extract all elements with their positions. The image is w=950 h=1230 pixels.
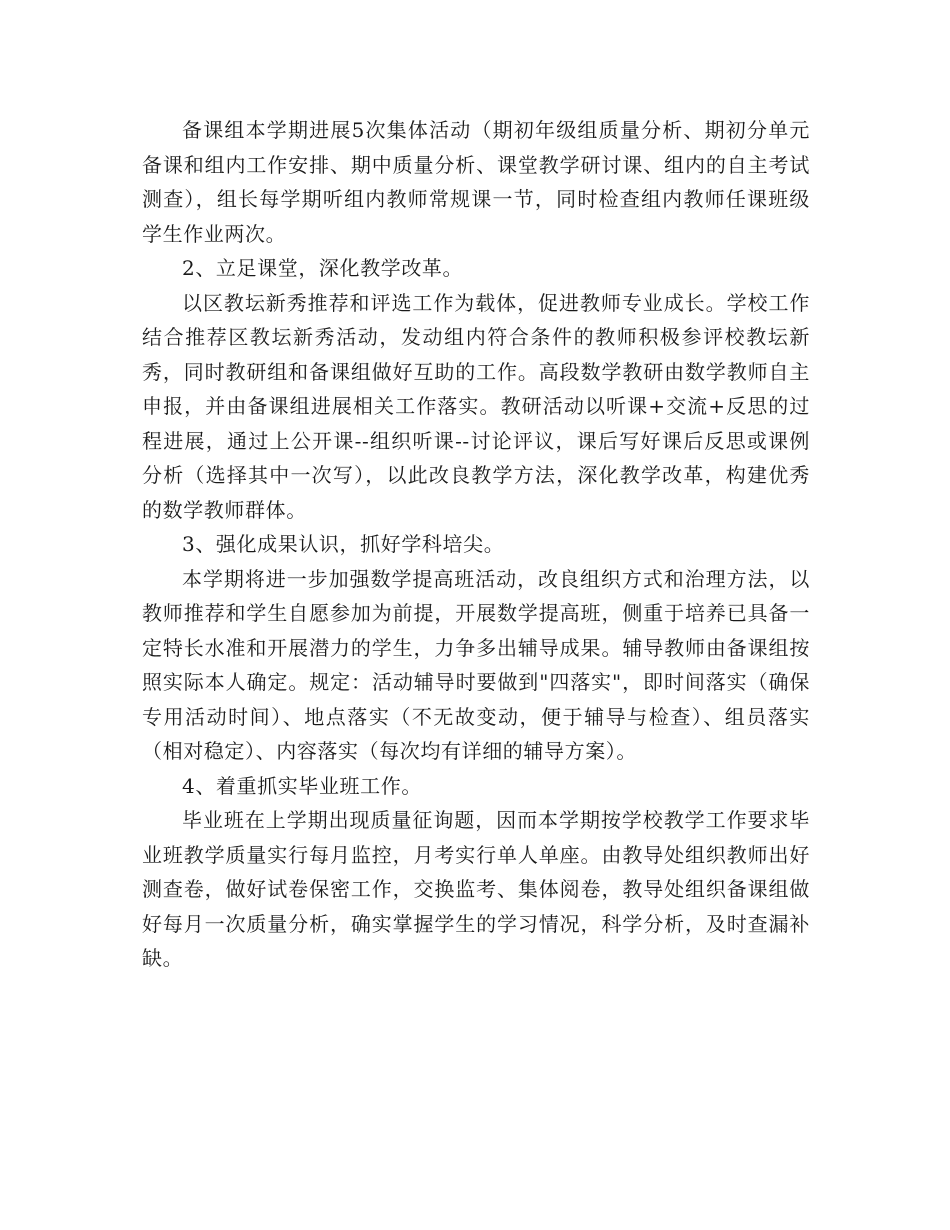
paragraph-graduating-class: 毕业班在上学期出现质量征询题，因而本学期按学校教学工作要求毕业班教学质量实行每月监控，月考实行单人单座。由教导处组织教师出好测查卷，做好试卷保密工作，交换监考、集体阅卷，教导处组织备课组做好每月一次质量分析，确实掌握学生的学习情况，科学分析，及时查漏补缺。 (142, 808, 810, 970)
heading-classroom-reform: 2、立足课堂，深化教学改革。 (182, 256, 464, 280)
heading-subject-excellence: 3、强化成果认识，抓好学科培尖。 (182, 532, 505, 556)
paragraph-advanced-class: 本学期将进一步加强数学提高班活动，改良组织方式和治理方法，以教师推荐和学生自愿参加为前提，开展数学提高班，侧重于培养已具备一定特长水准和开展潜力的学生，力争多出辅导成果。辅导教师由备课组按照实际本人确定。规定：活动辅导时要做到"四落实"，即时间落实（确保专用活动时间）、地点落实（不无故变动，便于辅导与检查）、组员落实（相对稳定）、内容落实（每次均有详细的辅导方案）。 (142, 566, 810, 763)
paragraph-teacher-growth: 以区教坛新秀推荐和评选工作为载体，促进教师专业成长。学校工作结合推荐区教坛新秀活动，发动组内符合条件的教师积极参评校教坛新秀，同时教研组和备课组做好互助的工作。高段数学教研由数学教师自主申报，并由备课组进展相关工作落实。教研活动以听课+交流+反思的过程进展，通过上公开课--组织听课--讨论评议，课后写好课后反思或课例分析（选择其中一次写），以此改良教学方法，深化教学改革，构建优秀的数学教师群体。 (142, 290, 810, 522)
document-body (142, 113, 810, 976)
heading-graduating-class: 4、着重抓实毕业班工作。 (182, 773, 422, 798)
paragraph-group-activities: 备课组本学期进展5次集体活动（期初年级组质量分析、期初分单元备课和组内工作安排、期中质量分析、课堂教学研讨课、组内的自主考试测查），组长每学期听组内教师常规课一节，同时检查组内教师任课班级学生作业两次。 (142, 118, 810, 246)
